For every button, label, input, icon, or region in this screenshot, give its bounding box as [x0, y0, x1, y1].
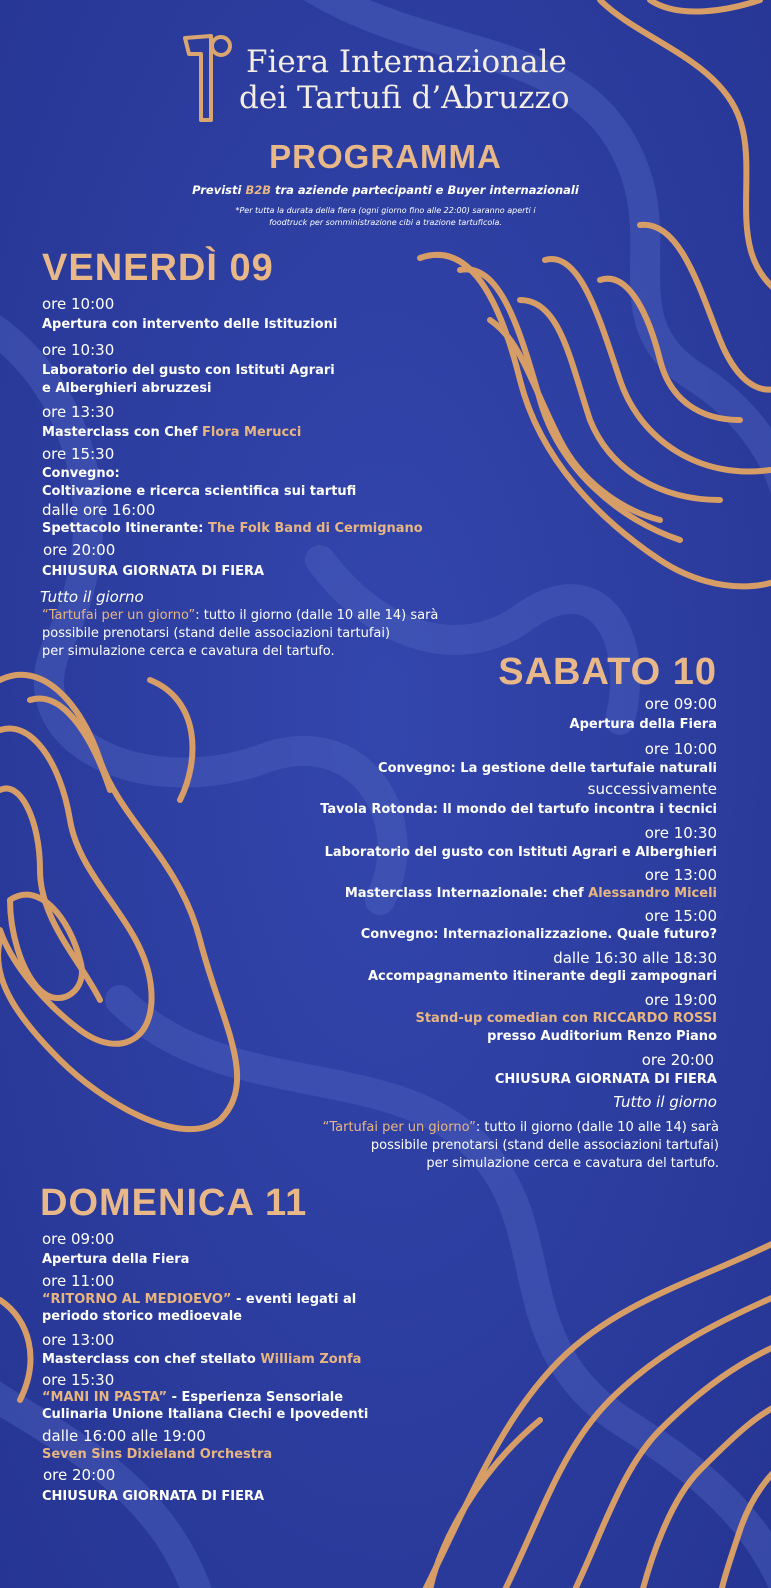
sun-event2-time: ore 11:00 [42, 1272, 115, 1290]
fri-allday-title: “Tartufai per un giorno” [42, 608, 196, 623]
fri-event3-time: ore 13:30 [42, 403, 115, 421]
sat-event8-time: ore 20:00 [641, 1051, 714, 1069]
programma-heading: PROGRAMMA [269, 138, 502, 175]
sun-event2-desc2: periodo storico medioevale [42, 1309, 242, 1324]
fair-title-line1: Fiera Internazionale [246, 44, 567, 80]
sat-event6-desc: Accompagnamento itinerante degli zampognari [367, 969, 717, 984]
sat-event2-time: ore 10:00 [644, 740, 717, 758]
fri-event5-desc [42, 520, 423, 537]
sat-event4-time: ore 13:00 [644, 866, 717, 884]
sat-event7-desc2: presso Auditorium Renzo Piano [487, 1029, 717, 1044]
sun-event6-time: ore 20:00 [43, 1466, 116, 1484]
subtitle-pre: Previsti [192, 183, 246, 197]
sat-event7-desc: Stand-up comedian con RICCARDO ROSSI [415, 1011, 717, 1026]
fair-title-line2: dei Tartufi d’Abruzzo [239, 80, 570, 116]
sun-event3-time: ore 13:00 [42, 1331, 115, 1349]
sat-event2-desc2: Tavola Rotonda: Il mondo del tartufo incontra i tecnici [320, 802, 717, 817]
sun-event3-pre: Masterclass con chef stellato [42, 1352, 261, 1367]
sat-event4-desc [345, 885, 717, 902]
fri-event5-pre: Spettacolo Itinerante: [42, 521, 209, 536]
friday-heading: VENERDÌ 09 [42, 247, 274, 289]
sat-allday-line3: per simulazione cerca e cavatura del tartufo. [426, 1156, 719, 1171]
sat-allday-line2: possibile prenotarsi (stand delle associazioni tartufai) [370, 1138, 719, 1153]
fri-event4-desc1: Convegno: [42, 466, 120, 481]
sat-allday-line1 [323, 1119, 719, 1137]
sat-allday-rest: : tutto il giorno (dalle 10 alle 14) sarà [475, 1120, 719, 1135]
fri-event3-pre: Masterclass con Chef [42, 425, 203, 440]
sat-event4-chef: Alessandro Miceli [588, 886, 717, 901]
sun-event5-desc: Seven Sins Dixieland Orchestra [42, 1447, 273, 1462]
sunday-heading: DOMENICA 11 [40, 1182, 308, 1224]
sat-allday-label: Tutto il giorno [613, 1093, 717, 1111]
sun-event1-time: ore 09:00 [42, 1230, 115, 1248]
fri-event5-band: The Folk Band di Cermignano [208, 521, 423, 536]
fri-event3-chef: Flora Merucci [202, 425, 302, 440]
footnote-line1: *Per tutta la durata della fiera (ogni giorno fino alle 22:00) saranno aperti i [235, 206, 536, 215]
sun-event2-desc1 [42, 1291, 356, 1308]
sun-event4-rest: - Esperienza Sensoriale [167, 1390, 344, 1405]
fri-allday-rest: : tutto il giorno (dalle 10 alle 14) sarà [195, 608, 439, 623]
sat-event6-time: dalle 16:30 alle 18:30 [553, 949, 717, 967]
sat-event3-desc: Laboratorio del gusto con Istituti Agrari e Alberghieri [324, 845, 717, 860]
fri-event4-desc2: Coltivazione e ricerca scientifica sui tartufi [42, 484, 357, 499]
fri-event2-desc2: e Alberghieri abruzzesi [42, 381, 212, 396]
fri-event1-desc: Apertura con intervento delle Istituzioni [42, 317, 338, 332]
sat-event7-time: ore 19:00 [644, 991, 717, 1009]
sun-event3-chef: William Zonfa [260, 1352, 362, 1367]
saturday-heading: SABATO 10 [498, 651, 717, 693]
foodtruck-footnote [0, 205, 771, 229]
footnote-line2: foodtruck per somministrazione cibi a trazione tartuficola. [269, 218, 502, 227]
sun-event2-rest: - eventi legati al [231, 1292, 357, 1307]
fri-event4-time: ore 15:30 [42, 445, 115, 463]
fri-event5-time: dalle ore 16:00 [42, 501, 156, 519]
subtitle-post: tra aziende partecipanti e Buyer internazionali [270, 183, 579, 197]
fri-event3-desc [42, 424, 301, 441]
sun-event6-desc: CHIUSURA GIORNATA DI FIERA [42, 1489, 265, 1504]
fri-allday-line1 [42, 607, 438, 625]
sun-event1-desc: Apertura della Fiera [42, 1252, 190, 1267]
sun-event2-title: “RITORNO AL MEDIOEVO” [42, 1292, 232, 1307]
fri-event6-desc: CHIUSURA GIORNATA DI FIERA [42, 564, 265, 579]
sun-event4-title: “MANI IN PASTA” [42, 1390, 168, 1405]
sun-event5-time: dalle 16:00 alle 19:00 [42, 1427, 206, 1445]
sun-event4-time: ore 15:30 [42, 1371, 115, 1389]
fri-event2-desc1: Laboratorio del gusto con Istituti Agrari [42, 363, 335, 378]
fri-allday-line2: possibile prenotarsi (stand delle associazioni tartufai) [42, 626, 391, 641]
sat-event8-desc: CHIUSURA GIORNATA DI FIERA [494, 1072, 717, 1087]
sat-allday-title: “Tartufai per un giorno” [322, 1120, 476, 1135]
fri-allday-label: Tutto il giorno [40, 588, 144, 606]
fri-event1-time: ore 10:00 [42, 295, 115, 313]
sat-event5-time: ore 15:00 [644, 907, 717, 925]
sat-event5-desc: Convegno: Internazionalizzazione. Quale futuro? [360, 927, 717, 942]
fri-event6-time: ore 20:00 [43, 541, 116, 559]
sat-event1-desc: Apertura della Fiera [569, 717, 717, 732]
subtitle-b2b: B2B [245, 183, 271, 197]
sun-event4-desc1 [42, 1389, 343, 1406]
sun-event3-desc [42, 1351, 361, 1368]
fri-allday-line3: per simulazione cerca e cavatura del tartufo. [42, 644, 335, 659]
b2b-subtitle [0, 183, 771, 197]
sat-event2-desc: Convegno: La gestione delle tartufaie naturali [378, 761, 717, 776]
sun-event4-desc2: Culinaria Unione Italiana Ciechi e Ipovedenti [42, 1407, 369, 1422]
number-one-logo-icon [183, 32, 233, 124]
sat-event3-time: ore 10:30 [644, 824, 717, 842]
sat-event2-next: successivamente [587, 780, 717, 798]
sat-event4-pre: Masterclass Internazionale: chef [344, 886, 589, 901]
sat-event1-time: ore 09:00 [644, 695, 717, 713]
fri-event2-time: ore 10:30 [42, 341, 115, 359]
